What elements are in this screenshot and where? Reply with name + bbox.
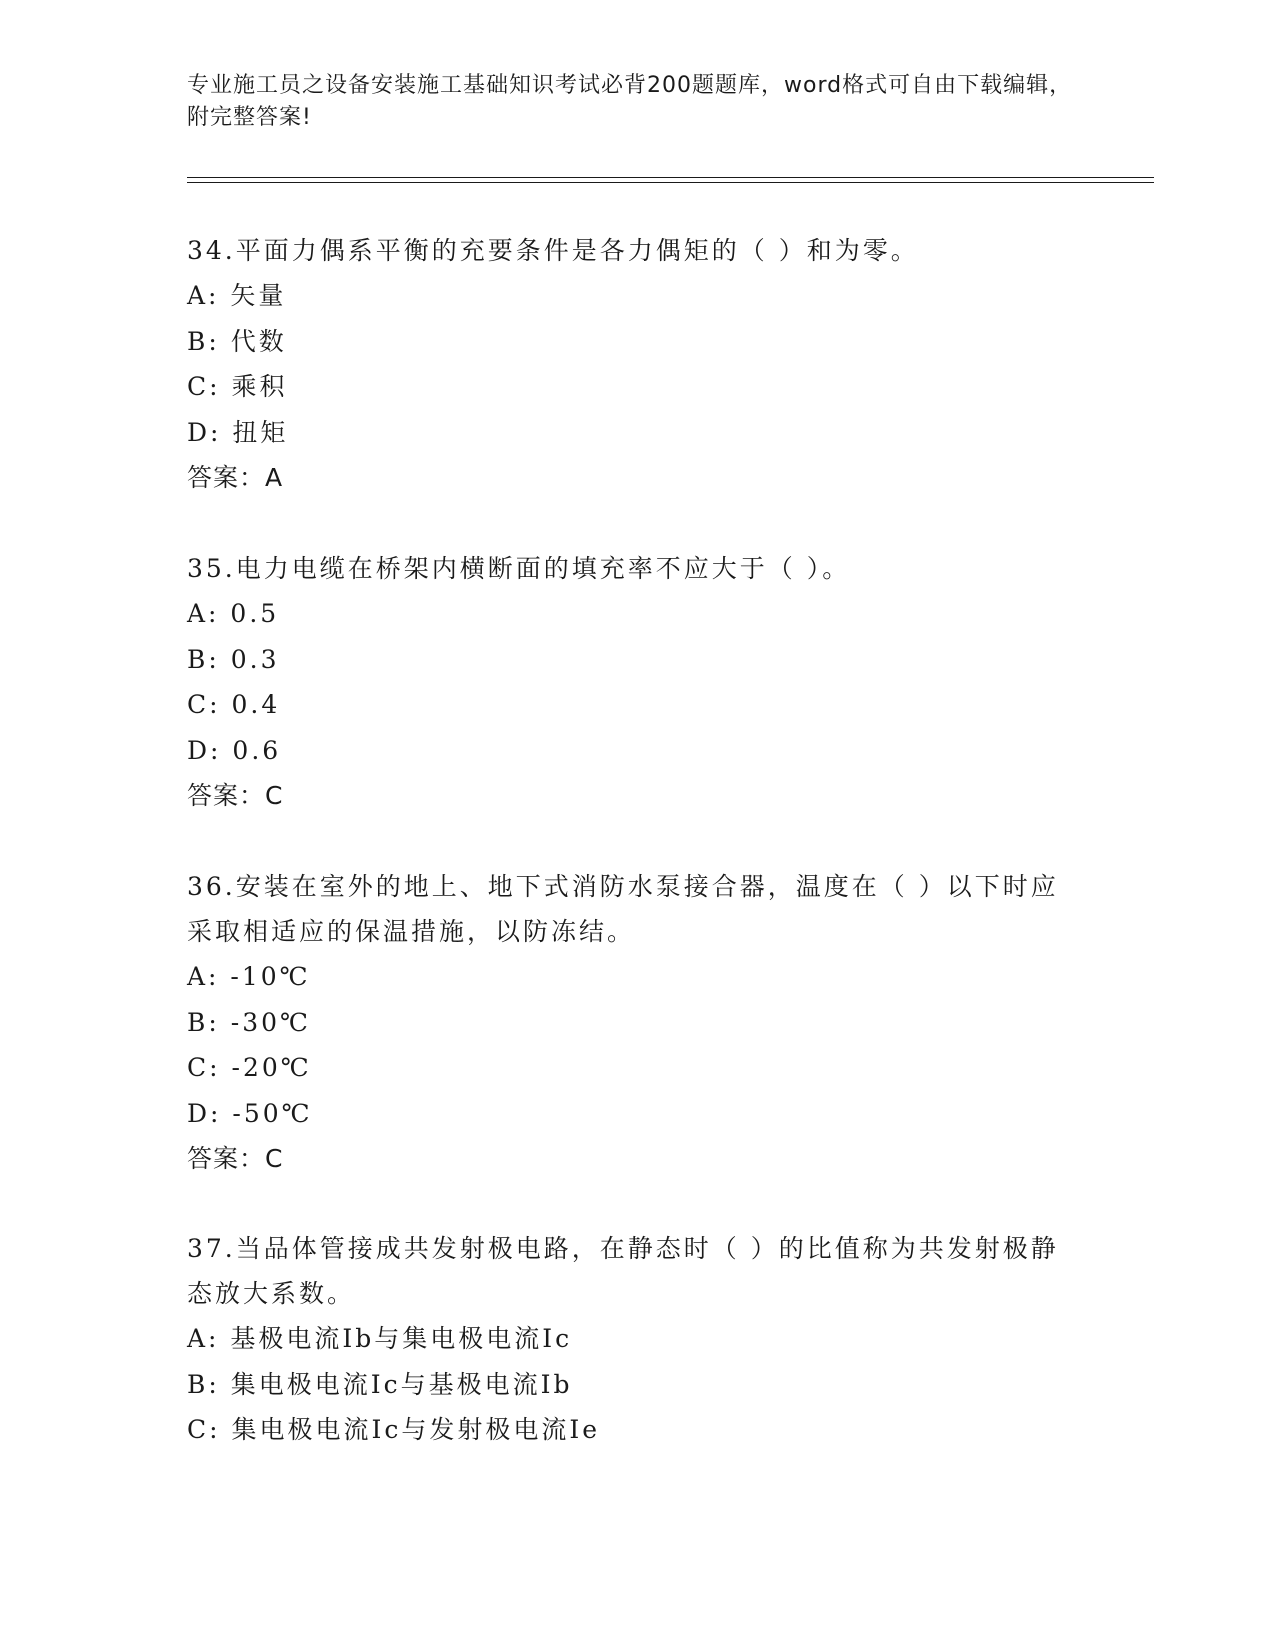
answer: 答案：A [187, 463, 284, 492]
option-d: D: -50℃ [187, 1098, 313, 1128]
answer: 答案：C [187, 781, 284, 810]
option-c: C: 乘积 [187, 372, 288, 401]
option-b: B: -30℃ [187, 1007, 311, 1037]
header-divider-bottom [187, 182, 1154, 183]
question-stem: 34.平面力偶系平衡的充要条件是各力偶矩的（ ）和为零。 [187, 236, 919, 265]
option-list [187, 273, 1067, 455]
option-c: C: 0.4 [187, 690, 281, 719]
answer: 答案：C [187, 1144, 284, 1173]
option-a: A: -10℃ [187, 962, 311, 991]
option-list [187, 591, 1067, 773]
option-c: C: -20℃ [187, 1053, 312, 1082]
option-list [187, 954, 1067, 1136]
question-37 [187, 1226, 1067, 1453]
document-title: 专业施工员之设备安装施工基础知识考试必背200题题库，word格式可自由下载编辑，附完整答案! [187, 73, 1073, 130]
question-stem: 37.当品体管接成共发射极电路，在静态时（ ）的比值称为共发射极静态放大系数。 [187, 1234, 1059, 1308]
option-b: B: 集电极电流Ic与基极电流Ib [187, 1369, 573, 1399]
option-b: B: 0.3 [187, 644, 280, 674]
question-stem: 36.安装在室外的地上、地下式消防水泵接合器，温度在（ ）以下时应采取相适应的保温措施，以防冻结。 [187, 872, 1059, 946]
question-36 [187, 864, 1067, 1181]
option-a: A: 0.5 [187, 599, 280, 628]
question-34 [187, 228, 1067, 500]
question-stem: 35.电力电缆在桥架内横断面的填充率不应大于（ ）。 [187, 554, 851, 583]
option-a: A: 矢量 [187, 281, 287, 310]
header-divider-top [187, 177, 1154, 178]
option-c: C: 集电极电流Ic与发射极电流Ie [187, 1415, 601, 1444]
option-b: B: 代数 [187, 326, 287, 356]
option-d: D: 扭矩 [187, 417, 289, 447]
option-a: A: 基极电流Ib与集电极电流Ic [187, 1324, 573, 1353]
question-35 [187, 546, 1067, 818]
option-list [187, 1316, 1067, 1453]
option-d: D: 0.6 [187, 735, 282, 765]
